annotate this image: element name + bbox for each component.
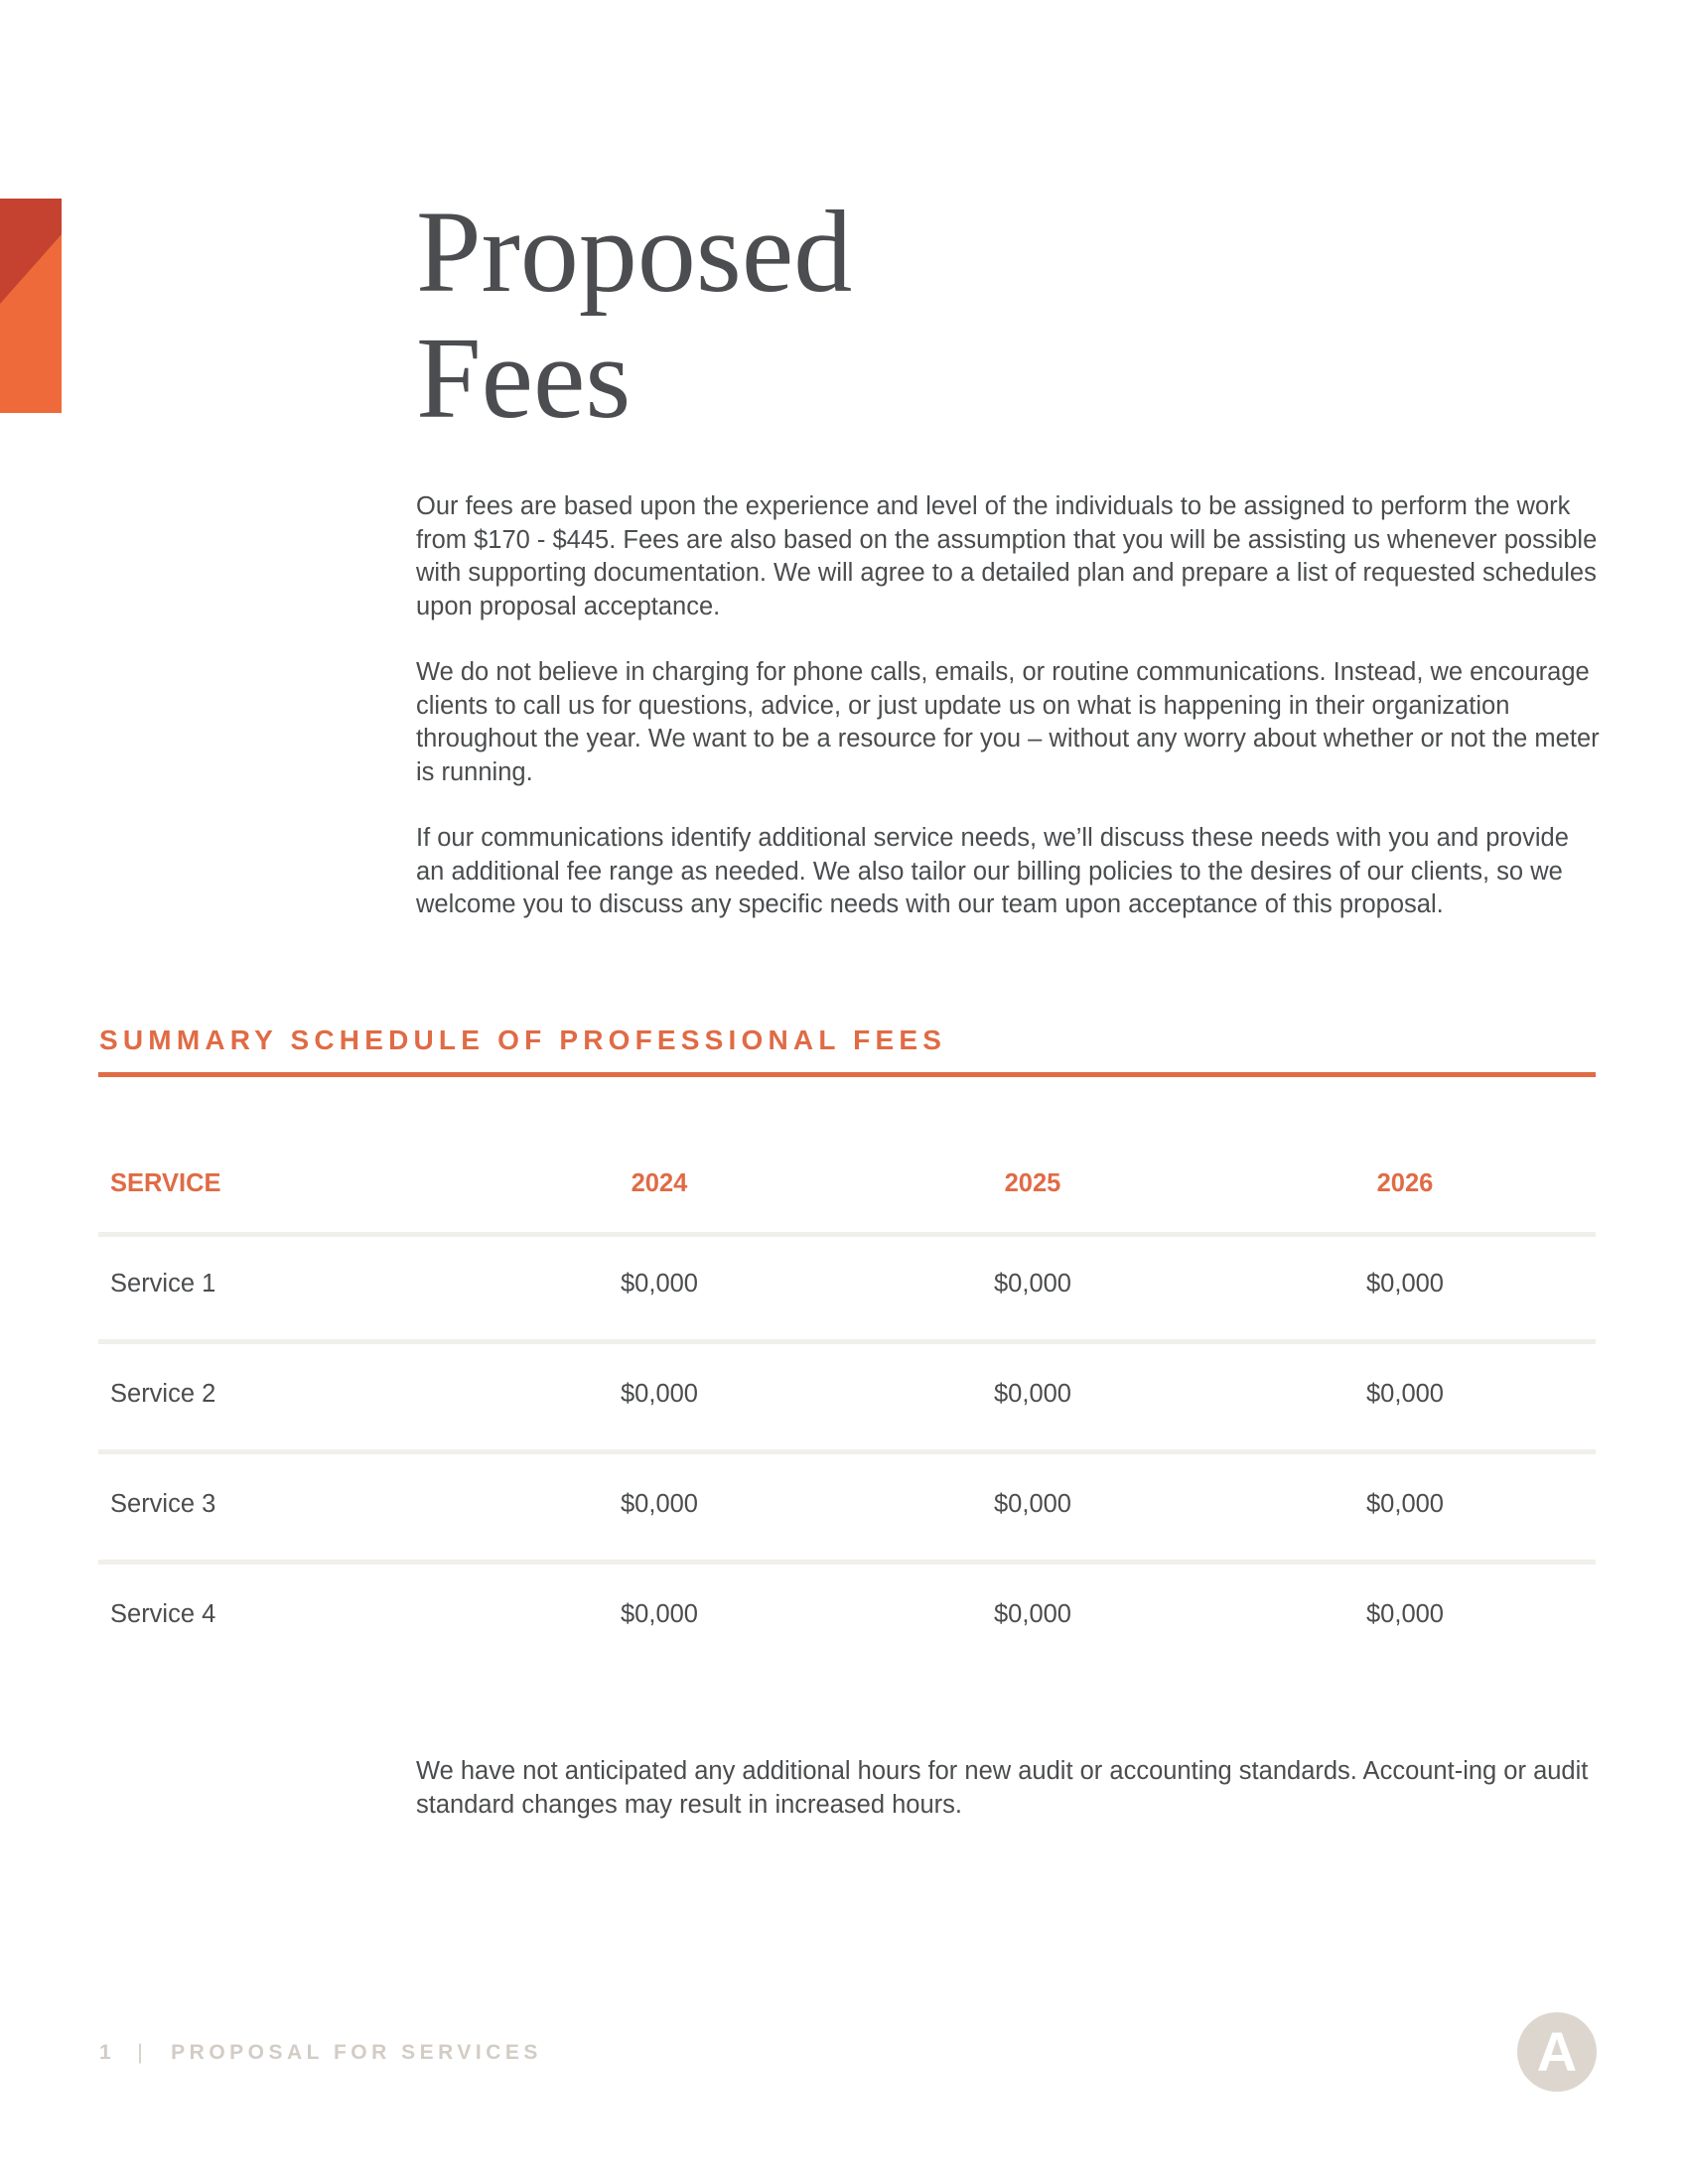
section-heading: SUMMARY SCHEDULE OF PROFESSIONAL FEES — [99, 1024, 947, 1055]
header-service: SERVICE — [110, 1169, 221, 1197]
fee-2026: $0,000 — [1366, 1380, 1444, 1408]
fees-table — [98, 1142, 1596, 1674]
accent-bar — [0, 199, 62, 413]
page-title — [416, 189, 852, 441]
fee-2026: $0,000 — [1366, 1600, 1444, 1628]
intro-paragraph-3: If our communications identify additional service needs, we’ll discuss these needs with you and provide an additional fee range as needed. We also tailor our billing policies to the desires of our clients, so we welcome you to discuss any specific needs with our team upon acceptance of this proposal. — [416, 824, 1569, 918]
service-name: Service 2 — [110, 1380, 216, 1408]
service-name: Service 3 — [110, 1490, 216, 1518]
intro-paragraph-1: Our fees are based upon the experience and level of the individuals to be assigned to perform the work from $170 - $445. Fees are also based on the assumption that you will be assisting us whenever possible with supporting documentation. We will agree to a detailed plan and prepare a list of requested schedules upon proposal acceptance. — [416, 492, 1598, 620]
page-footer — [99, 2041, 542, 2065]
company-logo-icon: A — [1517, 2012, 1597, 2092]
section-divider — [98, 1072, 1596, 1077]
fee-2024: $0,000 — [621, 1270, 698, 1297]
table-row — [98, 1564, 1596, 1674]
table-row — [98, 1233, 1596, 1343]
fee-2025: $0,000 — [994, 1380, 1071, 1408]
page-title-line-1: Proposed — [416, 187, 853, 317]
fee-2026: $0,000 — [1366, 1490, 1444, 1518]
fee-2025: $0,000 — [994, 1270, 1071, 1297]
page-number: 1 — [99, 2041, 116, 2064]
fee-2026: $0,000 — [1366, 1270, 1444, 1297]
header-2025: 2025 — [1004, 1169, 1061, 1197]
header-2026: 2026 — [1376, 1169, 1434, 1197]
footnote: We have not anticipated any additional hours for new audit or accounting standards. Account-ing or audit standard changes may result in increased hours. — [416, 1757, 1589, 1819]
intro-text — [416, 490, 1603, 955]
footer-label: PROPOSAL FOR SERVICES — [171, 2041, 542, 2064]
service-name: Service 4 — [110, 1600, 216, 1628]
fee-2025: $0,000 — [994, 1600, 1071, 1628]
fee-2024: $0,000 — [621, 1490, 698, 1518]
fee-2024: $0,000 — [621, 1600, 698, 1628]
intro-paragraph-2: We do not believe in charging for phone calls, emails, or routine communications. Instead, we encourage clients to call us for questions, advice, or just update us on what is happening in their organization throughout the year. We want to be a resource for you – without any worry about whether or not the meter is running. — [416, 658, 1600, 786]
fee-2024: $0,000 — [621, 1380, 698, 1408]
footer-separator: | — [137, 2041, 148, 2064]
table-row — [98, 1453, 1596, 1564]
header-2024: 2024 — [631, 1169, 688, 1197]
fee-2025: $0,000 — [994, 1490, 1071, 1518]
table-header-row — [98, 1142, 1596, 1233]
table-row — [98, 1343, 1596, 1453]
service-name: Service 1 — [110, 1270, 216, 1297]
page-title-line-2: Fees — [416, 313, 632, 443]
